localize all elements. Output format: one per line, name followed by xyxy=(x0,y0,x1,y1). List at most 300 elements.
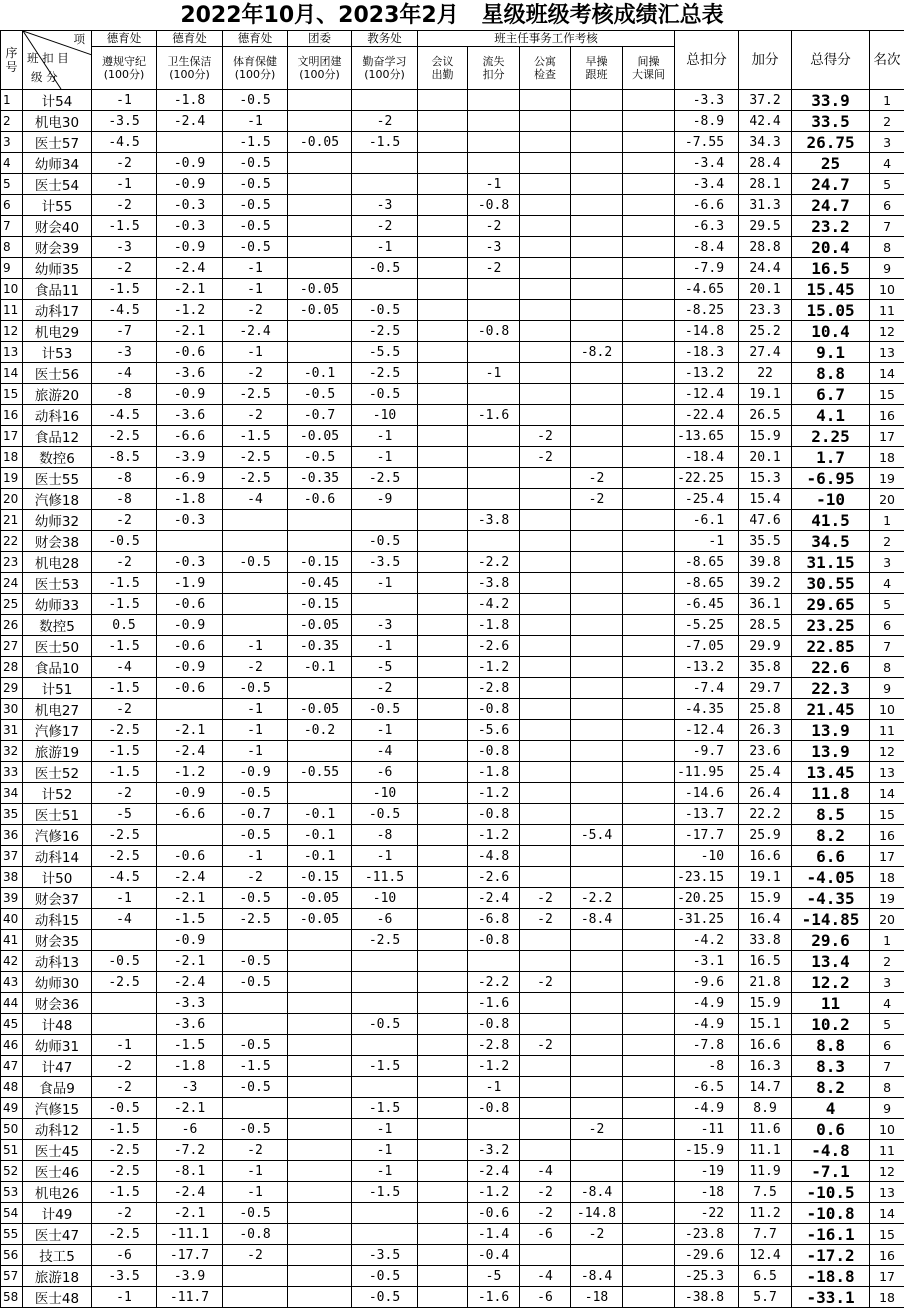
total-score: -4.35 xyxy=(792,888,870,909)
total-score: 2.25 xyxy=(792,426,870,447)
class-name: 食品9 xyxy=(23,1077,92,1098)
morning-exercise-deduct xyxy=(571,447,623,468)
study-deduct xyxy=(352,993,418,1014)
total-score: 20.4 xyxy=(792,237,870,258)
class-name: 计49 xyxy=(23,1203,92,1224)
dropout-deduct: -4.8 xyxy=(468,846,520,867)
discipline-deduct: -2 xyxy=(92,552,157,573)
rank: 15 xyxy=(870,804,904,825)
study-deduct xyxy=(352,1203,418,1224)
row-number: 54 xyxy=(1,1203,23,1224)
study-deduct: -10 xyxy=(352,783,418,804)
row-number: 40 xyxy=(1,909,23,930)
row-number: 56 xyxy=(1,1245,23,1266)
total-score: -16.1 xyxy=(792,1224,870,1245)
break-exercise-deduct xyxy=(623,531,675,552)
study-deduct: -0.5 xyxy=(352,258,418,279)
column-header: 公寓 检查 xyxy=(520,47,571,90)
class-name: 旅游19 xyxy=(23,741,92,762)
dorm-deduct xyxy=(520,720,571,741)
total-deduct: -38.8 xyxy=(675,1287,739,1308)
league-deduct: -0.05 xyxy=(288,300,352,321)
break-exercise-deduct xyxy=(623,930,675,951)
dropout-deduct xyxy=(468,342,520,363)
row-number: 34 xyxy=(1,783,23,804)
meeting-deduct xyxy=(418,531,468,552)
dorm-deduct: -6 xyxy=(520,1287,571,1308)
table-row xyxy=(1,468,904,489)
dorm-deduct xyxy=(520,951,571,972)
study-deduct: -1 xyxy=(352,636,418,657)
break-exercise-deduct xyxy=(623,552,675,573)
total-score: 34.5 xyxy=(792,531,870,552)
bonus-points: 35.5 xyxy=(739,531,792,552)
league-deduct: -0.1 xyxy=(288,825,352,846)
total-deduct: -25.3 xyxy=(675,1266,739,1287)
row-number: 47 xyxy=(1,1056,23,1077)
total-deduct: -6.45 xyxy=(675,594,739,615)
sports-deduct: -0.5 xyxy=(223,552,288,573)
break-exercise-deduct xyxy=(623,1140,675,1161)
study-deduct: -2.5 xyxy=(352,321,418,342)
column-header: 会议 出勤 xyxy=(418,47,468,90)
rank: 3 xyxy=(870,132,904,153)
hygiene-deduct: -3.6 xyxy=(157,363,223,384)
break-exercise-deduct xyxy=(623,300,675,321)
morning-exercise-deduct: -2 xyxy=(571,1224,623,1245)
row-number: 50 xyxy=(1,1119,23,1140)
morning-exercise-deduct: -18 xyxy=(571,1287,623,1308)
total-deduct: -4.9 xyxy=(675,1098,739,1119)
meeting-deduct xyxy=(418,447,468,468)
total-score: -10.5 xyxy=(792,1182,870,1203)
morning-exercise-deduct xyxy=(571,741,623,762)
break-exercise-deduct xyxy=(623,1224,675,1245)
discipline-deduct: -2.5 xyxy=(92,426,157,447)
hygiene-deduct: -2.4 xyxy=(157,867,223,888)
bonus-points: 29.9 xyxy=(739,636,792,657)
dropout-deduct xyxy=(468,384,520,405)
bonus-points: 16.5 xyxy=(739,951,792,972)
meeting-deduct xyxy=(418,216,468,237)
hygiene-deduct: -1.2 xyxy=(157,762,223,783)
dorm-deduct xyxy=(520,195,571,216)
meeting-deduct xyxy=(418,594,468,615)
total-deduct: -13.2 xyxy=(675,657,739,678)
hygiene-deduct: -1.8 xyxy=(157,1056,223,1077)
sports-deduct xyxy=(223,615,288,636)
class-name: 财会36 xyxy=(23,993,92,1014)
discipline-deduct: -6 xyxy=(92,1245,157,1266)
break-exercise-deduct xyxy=(623,426,675,447)
discipline-deduct: -1.5 xyxy=(92,1119,157,1140)
dropout-deduct: -1.6 xyxy=(468,405,520,426)
total-deduct: -9.7 xyxy=(675,741,739,762)
league-deduct: -0.05 xyxy=(288,909,352,930)
total-deduct: -9.6 xyxy=(675,972,739,993)
dorm-deduct: -2 xyxy=(520,972,571,993)
sports-deduct: -1 xyxy=(223,258,288,279)
meeting-deduct xyxy=(418,1245,468,1266)
total-deduct: -11 xyxy=(675,1119,739,1140)
row-number: 42 xyxy=(1,951,23,972)
league-deduct xyxy=(288,111,352,132)
total-score: -4.8 xyxy=(792,1140,870,1161)
table-row xyxy=(1,951,904,972)
total-score: 11 xyxy=(792,993,870,1014)
class-name: 食品10 xyxy=(23,657,92,678)
table-row xyxy=(1,552,904,573)
total-deduct: -22.4 xyxy=(675,405,739,426)
dropout-deduct xyxy=(468,426,520,447)
hygiene-deduct: -1.8 xyxy=(157,489,223,510)
hygiene-deduct: -2.4 xyxy=(157,1182,223,1203)
dropout-deduct: -1 xyxy=(468,363,520,384)
bonus-points: 28.1 xyxy=(739,174,792,195)
discipline-deduct: -2.5 xyxy=(92,1161,157,1182)
league-deduct xyxy=(288,1266,352,1287)
sports-deduct: -0.5 xyxy=(223,783,288,804)
dropout-deduct xyxy=(468,111,520,132)
study-deduct: -1 xyxy=(352,720,418,741)
study-deduct: -2 xyxy=(352,111,418,132)
dorm-deduct: -2 xyxy=(520,1203,571,1224)
hygiene-deduct: -0.9 xyxy=(157,384,223,405)
class-name: 医士57 xyxy=(23,132,92,153)
total-deduct: -14.6 xyxy=(675,783,739,804)
league-deduct xyxy=(288,1077,352,1098)
bonus-points: 39.8 xyxy=(739,552,792,573)
morning-exercise-deduct: -8.4 xyxy=(571,1182,623,1203)
hygiene-deduct: -3.6 xyxy=(157,405,223,426)
hygiene-deduct: -0.9 xyxy=(157,153,223,174)
group-header: 德育处 xyxy=(223,31,288,47)
break-exercise-deduct xyxy=(623,720,675,741)
meeting-deduct xyxy=(418,1287,468,1308)
hygiene-deduct: -0.6 xyxy=(157,594,223,615)
break-exercise-deduct xyxy=(623,237,675,258)
bonus-points: 14.7 xyxy=(739,1077,792,1098)
hygiene-deduct: -6 xyxy=(157,1119,223,1140)
break-exercise-deduct xyxy=(623,888,675,909)
break-exercise-deduct xyxy=(623,1287,675,1308)
dropout-deduct: -0.8 xyxy=(468,741,520,762)
sports-deduct xyxy=(223,993,288,1014)
league-deduct: -0.05 xyxy=(288,426,352,447)
bonus-points: 25.9 xyxy=(739,825,792,846)
meeting-deduct xyxy=(418,867,468,888)
discipline-deduct: -2 xyxy=(92,1077,157,1098)
sports-deduct: -1 xyxy=(223,741,288,762)
dropout-deduct: -0.8 xyxy=(468,321,520,342)
sports-deduct: -1 xyxy=(223,846,288,867)
bonus-points: 20.1 xyxy=(739,279,792,300)
morning-exercise-deduct xyxy=(571,573,623,594)
meeting-deduct xyxy=(418,153,468,174)
break-exercise-deduct xyxy=(623,804,675,825)
study-deduct: -10 xyxy=(352,405,418,426)
row-number: 11 xyxy=(1,300,23,321)
morning-exercise-deduct xyxy=(571,321,623,342)
discipline-deduct: -3 xyxy=(92,342,157,363)
total-score: -14.85 xyxy=(792,909,870,930)
table-row xyxy=(1,342,904,363)
hygiene-deduct: -2.1 xyxy=(157,279,223,300)
row-number: 49 xyxy=(1,1098,23,1119)
morning-exercise-deduct xyxy=(571,762,623,783)
break-exercise-deduct xyxy=(623,1077,675,1098)
rank: 18 xyxy=(870,1287,904,1308)
dorm-deduct xyxy=(520,132,571,153)
break-exercise-deduct xyxy=(623,1098,675,1119)
bonus-points: 6.5 xyxy=(739,1266,792,1287)
dorm-deduct xyxy=(520,699,571,720)
total-deduct: -8.4 xyxy=(675,237,739,258)
sports-deduct: -0.5 xyxy=(223,1203,288,1224)
class-name: 食品11 xyxy=(23,279,92,300)
break-exercise-deduct xyxy=(623,1161,675,1182)
table-row xyxy=(1,636,904,657)
class-name: 计51 xyxy=(23,678,92,699)
class-name: 财会38 xyxy=(23,531,92,552)
class-name: 医士50 xyxy=(23,636,92,657)
hygiene-deduct: -0.9 xyxy=(157,237,223,258)
study-deduct xyxy=(352,90,418,111)
rank: 1 xyxy=(870,510,904,531)
total-deduct: -19 xyxy=(675,1161,739,1182)
meeting-deduct xyxy=(418,993,468,1014)
column-header: 早操 跟班 xyxy=(571,47,623,90)
morning-exercise-deduct: -14.8 xyxy=(571,1203,623,1224)
league-deduct xyxy=(288,1098,352,1119)
morning-exercise-deduct xyxy=(571,846,623,867)
dropout-deduct xyxy=(468,279,520,300)
study-deduct: -1.5 xyxy=(352,1182,418,1203)
row-number: 2 xyxy=(1,111,23,132)
total-deduct: -25.4 xyxy=(675,489,739,510)
morning-exercise-deduct xyxy=(571,867,623,888)
break-exercise-deduct xyxy=(623,510,675,531)
league-deduct: -0.05 xyxy=(288,615,352,636)
total-deduct: -3.4 xyxy=(675,153,739,174)
hygiene-deduct: -0.3 xyxy=(157,510,223,531)
study-deduct: -0.5 xyxy=(352,1287,418,1308)
hygiene-deduct: -2.1 xyxy=(157,321,223,342)
meeting-deduct xyxy=(418,132,468,153)
total-score: 24.7 xyxy=(792,195,870,216)
morning-exercise-deduct xyxy=(571,1035,623,1056)
league-deduct: -0.15 xyxy=(288,867,352,888)
meeting-deduct xyxy=(418,909,468,930)
seq-header: 序号 xyxy=(1,31,23,90)
rank: 2 xyxy=(870,951,904,972)
rank: 5 xyxy=(870,1014,904,1035)
rank: 7 xyxy=(870,1056,904,1077)
class-name: 计47 xyxy=(23,1056,92,1077)
total-score: 1.7 xyxy=(792,447,870,468)
morning-exercise-deduct xyxy=(571,426,623,447)
league-deduct xyxy=(288,1014,352,1035)
row-number: 39 xyxy=(1,888,23,909)
table-row xyxy=(1,867,904,888)
study-deduct: -8 xyxy=(352,825,418,846)
league-deduct xyxy=(288,153,352,174)
league-deduct xyxy=(288,1056,352,1077)
row-number: 43 xyxy=(1,972,23,993)
study-deduct xyxy=(352,1224,418,1245)
class-name: 财会37 xyxy=(23,888,92,909)
hygiene-deduct: -2.1 xyxy=(157,951,223,972)
break-exercise-deduct xyxy=(623,363,675,384)
bonus-points: 24.4 xyxy=(739,258,792,279)
bonus-points: 5.7 xyxy=(739,1287,792,1308)
league-deduct xyxy=(288,258,352,279)
total-score: 6.6 xyxy=(792,846,870,867)
bonus-points: 28.8 xyxy=(739,237,792,258)
dropout-deduct: -5.6 xyxy=(468,720,520,741)
class-name: 医士52 xyxy=(23,762,92,783)
break-exercise-deduct xyxy=(623,258,675,279)
meeting-deduct xyxy=(418,951,468,972)
rank: 4 xyxy=(870,153,904,174)
row-number: 17 xyxy=(1,426,23,447)
dorm-deduct xyxy=(520,216,571,237)
total-score: -10.8 xyxy=(792,1203,870,1224)
rank: 20 xyxy=(870,909,904,930)
class-name: 计52 xyxy=(23,783,92,804)
rank: 11 xyxy=(870,1140,904,1161)
rank: 2 xyxy=(870,111,904,132)
morning-exercise-deduct: -8.4 xyxy=(571,909,623,930)
break-exercise-deduct xyxy=(623,867,675,888)
page-title: 2022年10月、2023年2月 星级班级考核成绩汇总表 xyxy=(0,0,904,30)
table-row xyxy=(1,1224,904,1245)
row-number: 25 xyxy=(1,594,23,615)
bonus-points: 15.9 xyxy=(739,993,792,1014)
total-score: 15.05 xyxy=(792,300,870,321)
hygiene-deduct: -3.3 xyxy=(157,993,223,1014)
column-header: 遵规守纪 (100分) xyxy=(92,47,157,90)
row-number: 45 xyxy=(1,1014,23,1035)
study-deduct: -3 xyxy=(352,195,418,216)
study-deduct xyxy=(352,972,418,993)
morning-exercise-deduct xyxy=(571,90,623,111)
row-number: 4 xyxy=(1,153,23,174)
meeting-deduct xyxy=(418,489,468,510)
study-deduct: -2.5 xyxy=(352,468,418,489)
rank: 3 xyxy=(870,552,904,573)
league-deduct xyxy=(288,90,352,111)
discipline-deduct xyxy=(92,1014,157,1035)
discipline-deduct: -1.5 xyxy=(92,279,157,300)
morning-exercise-deduct xyxy=(571,1140,623,1161)
rank: 18 xyxy=(870,447,904,468)
class-name: 财会40 xyxy=(23,216,92,237)
morning-exercise-deduct xyxy=(571,258,623,279)
bonus-points: 29.7 xyxy=(739,678,792,699)
break-exercise-deduct xyxy=(623,468,675,489)
row-number: 44 xyxy=(1,993,23,1014)
table-row xyxy=(1,405,904,426)
dorm-deduct xyxy=(520,153,571,174)
sports-deduct: -2 xyxy=(223,300,288,321)
sports-deduct: -0.9 xyxy=(223,762,288,783)
row-number: 37 xyxy=(1,846,23,867)
discipline-deduct: -1 xyxy=(92,1287,157,1308)
meeting-deduct xyxy=(418,321,468,342)
league-deduct: -0.45 xyxy=(288,573,352,594)
dorm-deduct xyxy=(520,678,571,699)
row-number: 10 xyxy=(1,279,23,300)
discipline-deduct: -1.5 xyxy=(92,1182,157,1203)
morning-exercise-deduct xyxy=(571,699,623,720)
table-row xyxy=(1,174,904,195)
hygiene-deduct: -2.1 xyxy=(157,1203,223,1224)
dorm-deduct: -2 xyxy=(520,447,571,468)
rank: 9 xyxy=(870,1098,904,1119)
break-exercise-deduct xyxy=(623,489,675,510)
row-number: 23 xyxy=(1,552,23,573)
meeting-deduct xyxy=(418,111,468,132)
total-score: -17.2 xyxy=(792,1245,870,1266)
sports-deduct: -0.5 xyxy=(223,1035,288,1056)
sports-deduct: -1.5 xyxy=(223,132,288,153)
dropout-deduct: -2 xyxy=(468,216,520,237)
row-number: 35 xyxy=(1,804,23,825)
table-row xyxy=(1,762,904,783)
class-name: 动科15 xyxy=(23,909,92,930)
total-deduct: -5.25 xyxy=(675,615,739,636)
rank: 8 xyxy=(870,237,904,258)
dropout-deduct: -0.6 xyxy=(468,1203,520,1224)
discipline-deduct: -4.5 xyxy=(92,132,157,153)
rank: 3 xyxy=(870,972,904,993)
morning-exercise-deduct: -2 xyxy=(571,468,623,489)
discipline-deduct: -5 xyxy=(92,804,157,825)
dropout-deduct: -2 xyxy=(468,258,520,279)
dorm-deduct xyxy=(520,279,571,300)
table-row xyxy=(1,90,904,111)
table-row xyxy=(1,888,904,909)
rank: 16 xyxy=(870,405,904,426)
sports-deduct: -4 xyxy=(223,489,288,510)
total-score: 4.1 xyxy=(792,405,870,426)
league-deduct xyxy=(288,1245,352,1266)
total-deduct-header: 总扣分 xyxy=(675,31,739,90)
discipline-deduct: -7 xyxy=(92,321,157,342)
study-deduct: -1 xyxy=(352,846,418,867)
bonus-points: 16.3 xyxy=(739,1056,792,1077)
hygiene-deduct: -0.9 xyxy=(157,174,223,195)
study-deduct xyxy=(352,153,418,174)
total-deduct: -7.9 xyxy=(675,258,739,279)
meeting-deduct xyxy=(418,90,468,111)
hygiene-deduct: -1.8 xyxy=(157,90,223,111)
study-deduct xyxy=(352,279,418,300)
table-row xyxy=(1,489,904,510)
row-number: 51 xyxy=(1,1140,23,1161)
sports-deduct: -0.5 xyxy=(223,195,288,216)
league-deduct xyxy=(288,951,352,972)
meeting-deduct xyxy=(418,1035,468,1056)
sports-deduct: -0.7 xyxy=(223,804,288,825)
total-score-header: 总得分 xyxy=(792,31,870,90)
hygiene-deduct: -0.6 xyxy=(157,846,223,867)
morning-exercise-deduct xyxy=(571,153,623,174)
discipline-deduct: -2 xyxy=(92,153,157,174)
hygiene-deduct: -6.6 xyxy=(157,426,223,447)
table-row xyxy=(1,741,904,762)
